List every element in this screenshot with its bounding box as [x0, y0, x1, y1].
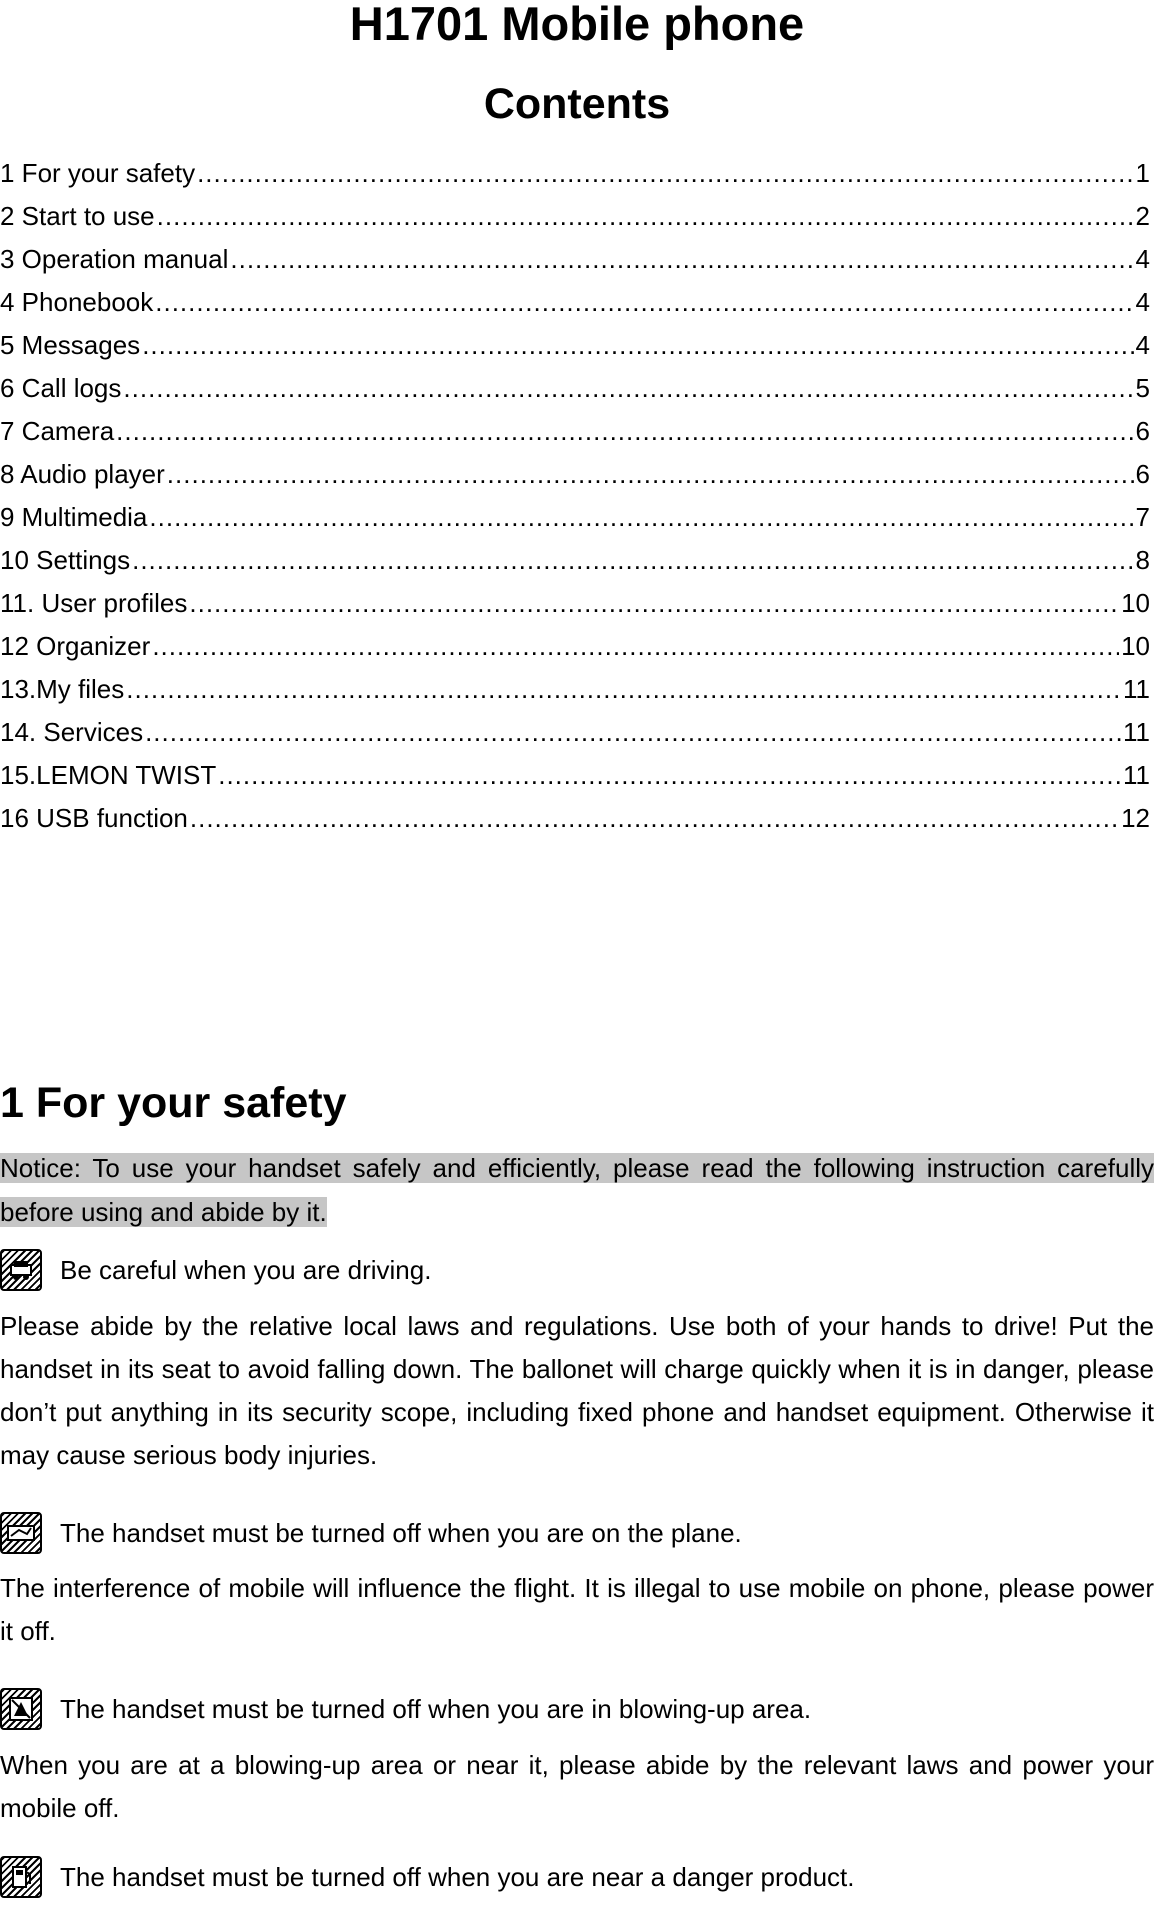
- safety-item-body: When you are at a blowing-up area or near it, please abide by the relevant laws and power your mobile off.: [0, 1750, 1154, 1823]
- toc-entry-label: 16 USB function: [0, 803, 188, 833]
- toc-entry-label: 2 Start to use: [0, 201, 155, 231]
- toc-entry[interactable]: [0, 668, 1150, 711]
- table-of-contents: [0, 152, 1150, 840]
- toc-entry[interactable]: [0, 195, 1150, 238]
- toc-entry-page: 11: [1123, 717, 1150, 747]
- contents-heading: Contents: [483, 80, 671, 128]
- toc-leader-dots: [218, 754, 1121, 797]
- toc-entry-page: 1: [1135, 158, 1150, 188]
- toc-entry-page: 4: [1135, 330, 1150, 360]
- safety-item-danger-product: [0, 1852, 1154, 1902]
- car-icon: [0, 1249, 42, 1291]
- plane-icon: [0, 1512, 42, 1554]
- toc-leader-dots: [126, 668, 1121, 711]
- safety-item-title: Be careful when you are driving.: [60, 1255, 432, 1285]
- toc-entry[interactable]: [0, 625, 1150, 668]
- toc-entry-label: 3 Operation manual: [0, 244, 229, 274]
- section-heading: 1 For your safety: [0, 1079, 347, 1127]
- safety-item-body: Please abide by the relative local laws and regulations. Use both of your hands to drive! Put the handset in its seat to avoid falling down. The ballonet will charge quickly when it is in danger, please don’t put anything in its security scope, including fixed phone and handset equipment. Otherwise it may cause serious body injuries.: [0, 1311, 1154, 1470]
- toc-entry[interactable]: [0, 152, 1150, 195]
- toc-leader-dots: [142, 324, 1133, 367]
- toc-leader-dots: [152, 625, 1119, 668]
- toc-entry-label: 9 Multimedia: [0, 502, 148, 532]
- toc-entry-label: 4 Phonebook: [0, 287, 154, 317]
- toc-entry-label: 12 Organizer: [0, 631, 151, 661]
- toc-entry-label: 15.LEMON TWIST: [0, 760, 217, 790]
- toc-entry-label: 11. User profiles: [0, 588, 188, 618]
- toc-entry-page: 11: [1123, 674, 1150, 704]
- toc-entry[interactable]: [0, 711, 1150, 754]
- toc-entry[interactable]: [0, 797, 1150, 840]
- toc-leader-dots: [123, 367, 1133, 410]
- toc-entry-page: 7: [1135, 502, 1150, 532]
- toc-entry-page: 4: [1135, 244, 1150, 274]
- toc-entry[interactable]: [0, 754, 1150, 797]
- toc-leader-dots: [116, 410, 1133, 453]
- toc-entry[interactable]: [0, 367, 1150, 410]
- toc-entry[interactable]: [0, 539, 1150, 582]
- safety-item-blasting: [0, 1684, 1154, 1734]
- safety-item-title: The handset must be turned off when you are in blowing-up area.: [60, 1694, 812, 1724]
- toc-leader-dots: [149, 496, 1133, 539]
- toc-entry-page: 6: [1135, 416, 1150, 446]
- toc-entry-page: 10: [1121, 631, 1150, 661]
- document-title: H1701 Mobile phone: [349, 0, 805, 50]
- toc-leader-dots: [167, 453, 1134, 496]
- toc-entry-page: 11: [1123, 760, 1150, 790]
- fuel-pump-icon: [0, 1856, 42, 1898]
- toc-entry-label: 13.My files: [0, 674, 125, 704]
- toc-entry[interactable]: [0, 496, 1150, 539]
- safety-item-plane: [0, 1508, 1154, 1558]
- toc-leader-dots: [145, 711, 1121, 754]
- toc-entry-page: 6: [1135, 459, 1150, 489]
- toc-entry[interactable]: [0, 453, 1150, 496]
- safety-item-title: The handset must be turned off when you are on the plane.: [60, 1518, 742, 1548]
- toc-entry-label: 7 Camera: [0, 416, 115, 446]
- toc-entry-label: 1 For your safety: [0, 158, 196, 188]
- toc-entry[interactable]: [0, 582, 1150, 625]
- toc-entry-page: 4: [1135, 287, 1150, 317]
- toc-entry[interactable]: [0, 324, 1150, 367]
- toc-entry-label: 10 Settings: [0, 545, 131, 575]
- toc-entry-label: 14. Services: [0, 717, 144, 747]
- toc-leader-dots: [155, 281, 1133, 324]
- toc-leader-dots: [189, 582, 1119, 625]
- toc-leader-dots: [157, 195, 1134, 238]
- toc-entry-page: 10: [1121, 588, 1150, 618]
- safety-item-driving: [0, 1245, 1154, 1295]
- toc-leader-dots: [132, 539, 1133, 582]
- toc-entry[interactable]: [0, 410, 1150, 453]
- safety-item-title: The handset must be turned off when you are near a danger product.: [60, 1862, 855, 1892]
- toc-leader-dots: [197, 152, 1133, 195]
- toc-entry[interactable]: [0, 238, 1150, 281]
- toc-entry-label: 5 Messages: [0, 330, 141, 360]
- safety-item-body: The interference of mobile will influence the flight. It is illegal to use mobile on phone, please power it off.: [0, 1573, 1154, 1646]
- toc-entry-label: 8 Audio player: [0, 459, 165, 489]
- toc-entry-page: 2: [1135, 201, 1150, 231]
- toc-entry-page: 5: [1135, 373, 1150, 403]
- toc-entry-page: 12: [1121, 803, 1150, 833]
- toc-entry-page: 8: [1135, 545, 1150, 575]
- notice-paragraph: [0, 1146, 1154, 1234]
- toc-leader-dots: [190, 797, 1119, 840]
- toc-leader-dots: [230, 238, 1133, 281]
- toc-entry-label: 6 Call logs: [0, 373, 122, 403]
- notice-highlight: Notice: To use your handset safely and efficiently, please read the following instruction carefully before using and abide by it.: [0, 1153, 1154, 1227]
- toc-entry[interactable]: [0, 281, 1150, 324]
- explosion-icon: [0, 1688, 42, 1730]
